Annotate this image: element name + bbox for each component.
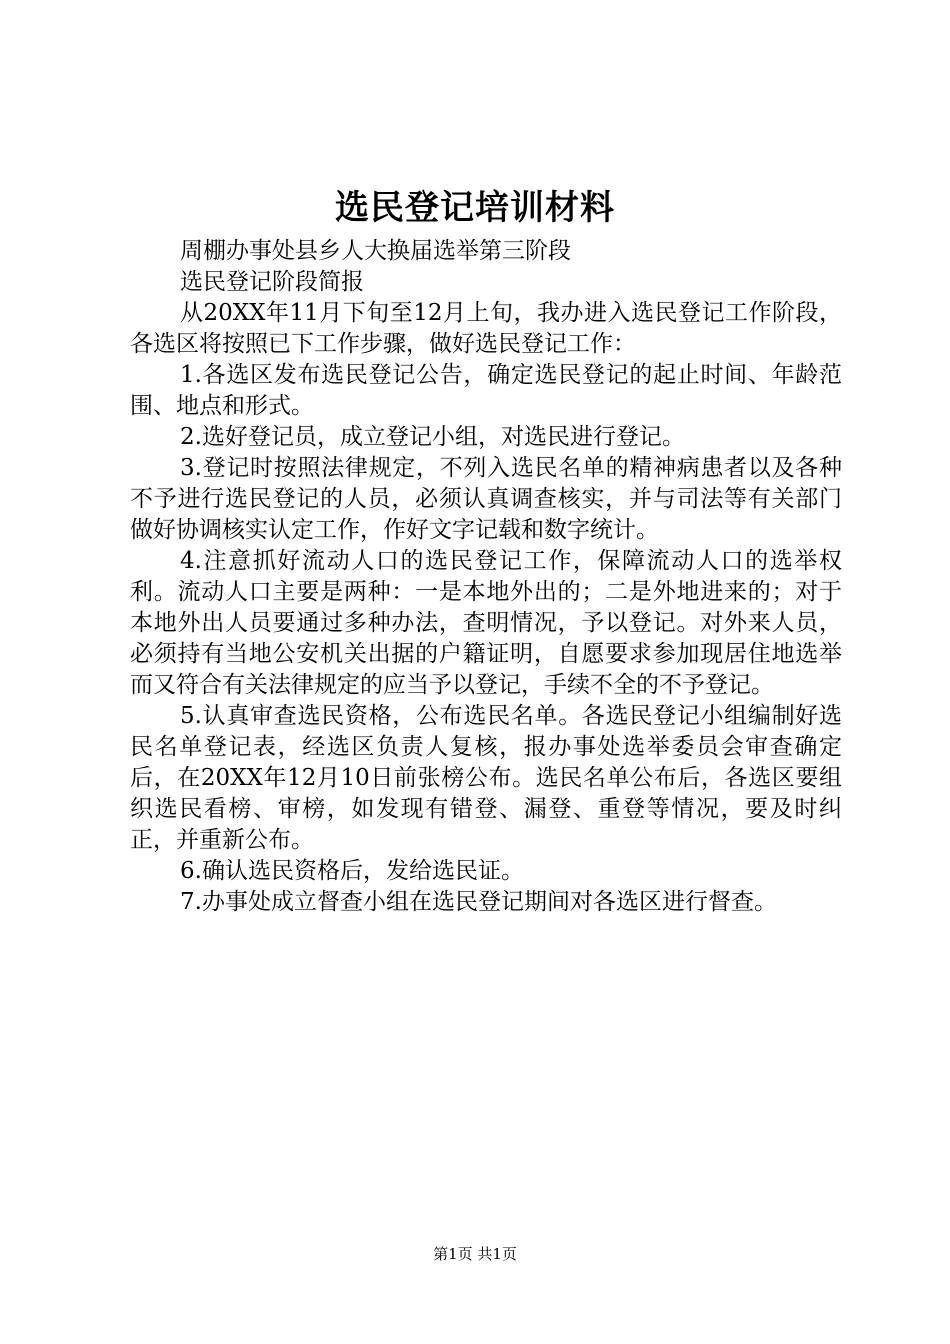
paragraph-5: 2.选好登记员，成立登记小组，对选民进行登记。 [180,424,685,450]
paragraph-6: 3.登记时按照法律规定，不列入选民名单的精神病患者以及各种不予进行选民登记的人员，必须认真调查核实，并与司法等有关部门做好协调核实认定工作，作好文字记载和数字统计。 [130,455,842,543]
page-footer: 第1页 共1页 [433,1245,517,1263]
paragraph-4: 1.各选区发布选民登记公告，确定选民登记的起止时间、年龄范围、地点和形式。 [130,362,842,419]
paragraph-1: 周棚办事处县乡人大换届选举第三阶段 [180,238,571,264]
paragraph-10: 7.办事处成立督查小组在选民登记期间对各选区进行督查。 [180,889,777,915]
document-title: 选民登记培训材料 [335,188,615,228]
paragraph-2: 选民登记阶段简报 [180,269,364,295]
document-body [130,236,842,918]
paragraph-7: 4.注意抓好流动人口的选民登记工作，保障流动人口的选举权利。流动人口主要是两种：一是本地外出的；二是外地进来的；对于本地外出人员要通过多种办法，查明情况，予以登记。对外来人员，必须持有当地公安机关出据的户籍证明，自愿要求参加现居住地选举而又符合有关法律规定的应当予以登记，手续不全的不予登记。 [130,548,842,698]
paragraph-9: 6.确认选民资格后，发给选民证。 [180,858,524,884]
paragraph-8: 5.认真审查选民资格，公布选民名单。各选民登记小组编制好选民名单登记表，经选区负责人复核，报办事处选举委员会审查确定后，在20XX年12月10日前张榜公布。选民名单公布后，各选区要组织选民看榜、审榜，如发现有错登、漏登、重登等情况，要及时纠正，并重新公布。 [130,703,842,853]
paragraph-3: 从20XX年11月下旬至12月上旬，我办进入选民登记工作阶段，各选区将按照已下工作步骤，做好选民登记工作： [130,300,842,357]
